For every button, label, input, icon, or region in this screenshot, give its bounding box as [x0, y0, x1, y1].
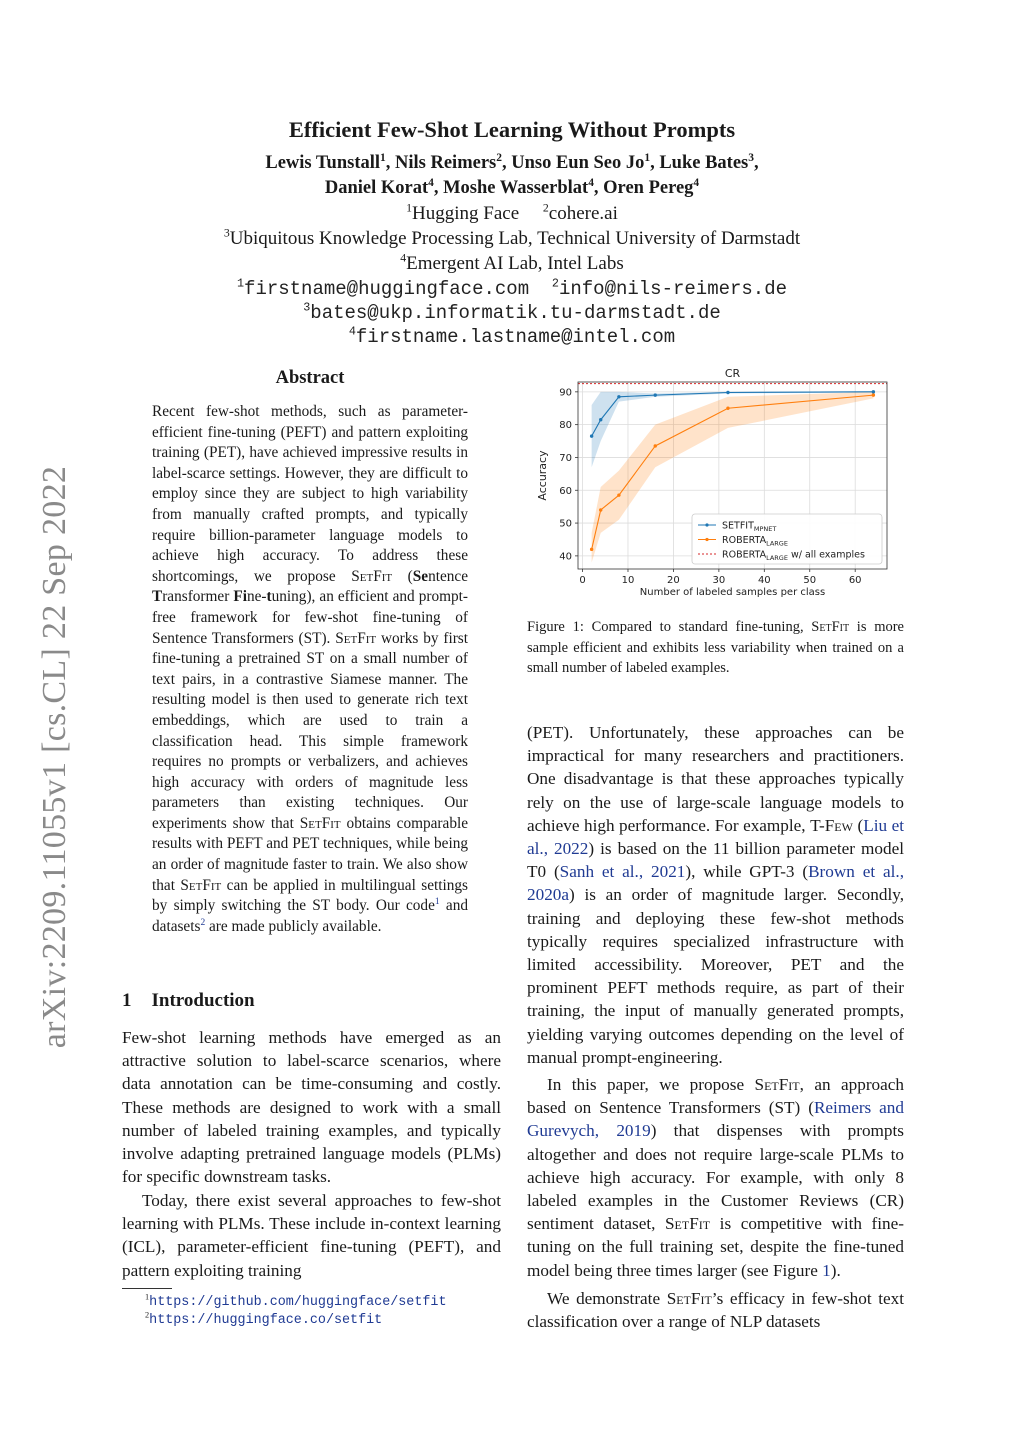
y-axis-label: Accuracy	[536, 450, 549, 501]
footnote-2-link[interactable]: https://huggingface.co/setfit	[149, 1313, 383, 1328]
data-point-0-3	[654, 393, 657, 396]
intro-paragraph-1: Few-shot learning methods have emerged as an attractive solution to label-scarce scenarios, where data annotation can be time-consuming and costly. These methods are designed to work with a small number of labeled training examples, and typically involve adapting pretrained language models (PLMs) for specific downstream tasks.	[122, 1028, 501, 1187]
x-tick-label: 50	[803, 575, 817, 586]
section-heading-introduction: 1 Introduction	[122, 990, 255, 1011]
data-point-0-5	[872, 390, 875, 393]
citation-reimers-2019[interactable]: Reimers and Gurevych, 2019	[527, 1098, 904, 1141]
intro-paragraph-2: Today, there exist several approaches to few-shot learning with PLMs. These include in-context learning (ICL), parameter-efficient fine-tuning (PEFT), and pattern exploiting training	[122, 1191, 501, 1280]
legend-marker-1	[705, 538, 708, 541]
email-intel: $^4$firstname.lastname@intel.com	[348, 324, 676, 348]
arxiv-side-stamp: arXiv:2209.11055v1 [cs.CL] 22 Sep 2022	[36, 465, 73, 1049]
right-paragraph-3: We demonstrate SetFit’s efficacy in few-shot text classification over a range of NLP datasets	[527, 1289, 904, 1332]
data-point-0-0	[590, 434, 593, 437]
x-tick-label: 30	[712, 575, 726, 586]
footnote-divider	[122, 1288, 172, 1289]
authors-line-2: Daniel Korat$^4$, Moshe Wasserblat$^4$, Oren Pereg$^4$	[324, 176, 700, 198]
abstract-heading: Abstract	[275, 368, 345, 388]
y-tick-label: 60	[559, 485, 572, 497]
y-tick-label: 50	[559, 518, 572, 530]
x-tick-label: 10	[621, 575, 635, 586]
emails-line-1: $^1$firstname@huggingface.com $^2$info@nils-reimers.de	[236, 276, 788, 300]
footnote-2: $^2$https://huggingface.co/setfit	[145, 1310, 383, 1328]
x-axis-label: Number of labeled samples per class	[639, 587, 826, 598]
data-point-1-3	[654, 444, 657, 447]
x-tick-label: 0	[579, 575, 586, 586]
data-point-0-4	[726, 391, 729, 394]
figure-1-caption: Figure 1: Compared to standard fine-tuning, SetFit is more sample efficient and exhibits less variability when trained on a small number of labeled examples.	[527, 619, 904, 676]
legend-label-1: $ROBERTA_{LARGE}$	[722, 535, 788, 548]
footnote-1: $^1$https://github.com/huggingface/setfit	[145, 1292, 447, 1310]
data-point-1-0	[590, 548, 593, 551]
footnote-1-link[interactable]: https://github.com/huggingface/setfit	[149, 1295, 447, 1310]
figure-1-chart	[527, 362, 904, 602]
right-paragraph-2: In this paper, we propose SetFit, an approach based on Sentence Transformers (ST) (Reimers and Gurevych, 2019) that dispenses with prompts altogether and does not require large-scale PLMs to achieve high accuracy. For example, with only 8 labeled examples in the Customer Reviews (CR) sentiment dataset, SetFit is competitive with fine-tuning on the full training set, despite the fine-tuned model being three times larger (see Figure 1).	[527, 1075, 904, 1280]
footnote-ref-2[interactable]: 2	[200, 917, 206, 928]
y-tick-label: 70	[559, 452, 572, 464]
y-tick-label: 90	[559, 387, 572, 399]
legend-label-2: $ROBERTA_{LARGE}$ w/ all examples	[722, 549, 865, 562]
legend-label-0: $SETFIT_{MPNET}$	[722, 520, 777, 533]
authors-line-1: Lewis Tunstall$^1$, Nils Reimers$^2$, Unso Eun Seo Jo$^1$, Luke Bates$^3$,	[265, 151, 759, 173]
data-point-1-1	[599, 508, 602, 511]
abstract-body: Recent few-shot methods, such as parameter-efficient fine-tuning (PEFT) and pattern exploiting training (PET), have achieved impressive results in label-scarce settings. However, they are difficult to employ since they are subject to high variability from manually crafted prompts, and typically require billion-parameter language models to achieve high accuracy. To address these shortcomings, we propose SetFit (Sentence Transformer Fine-tuning), an efficient and prompt-free framework for few-shot fine-tuning of Sentence Transformers (ST). SetFit works by first fine-tuning a pretrained ST on a small number of text pairs, in a contrastive Siamese manner. The resulting model is then used to generate rich text embeddings, which are used to train a classification head. This simple framework requires no prompts or verbalizers, and achieves high accuracy with orders of magnitude less parameters than existing techniques. Our experiments show that SetFit obtains comparable results with PEFT and PET techniques, while being an order of magnitude faster to train. We also show that SetFit can be applied in multilingual settings by simply switching the ST body. Our code$^1$ and datasets$^2$ are made publicly available.	[152, 403, 469, 935]
paper-title: Efficient Few-Shot Learning Without Prompts	[288, 117, 736, 142]
y-tick-label: 80	[559, 420, 572, 432]
chart-title: CR	[724, 367, 741, 380]
citation-sanh-2021[interactable]: Sanh et al., 2021	[559, 862, 686, 882]
data-point-1-2	[617, 493, 620, 496]
affiliation-intel: $^4$Emergent AI Lab, Intel Labs	[400, 251, 624, 274]
x-tick-label: 40	[757, 575, 771, 586]
figure-1-ref[interactable]: 1	[822, 1260, 831, 1280]
legend-marker-0	[705, 523, 708, 526]
citation-brown-2020a[interactable]: Brown et al., 2020a	[527, 862, 904, 905]
x-tick-label: 20	[667, 575, 680, 586]
data-point-1-4	[726, 407, 729, 410]
affiliations-line-1: $^1$Hugging Face $^2$cohere.ai	[406, 201, 618, 224]
email-ukp: $^3$bates@ukp.informatik.tu-darmstadt.de	[303, 300, 721, 324]
data-point-0-2	[617, 395, 620, 398]
data-point-0-1	[599, 418, 602, 421]
footnote-ref-1[interactable]: 1	[434, 897, 440, 908]
y-tick-label: 40	[559, 551, 572, 563]
data-point-1-5	[872, 393, 875, 396]
x-tick-label: 60	[848, 575, 862, 586]
right-paragraph-1: (PET). Unfortunately, these approaches can be impractical for many researchers and practitioners. One disadvantage is that these approaches typically rely on the use of large-scale language models to achieve high performance. For example, T-Few (Liu et al., 2022) is based on the 11 billion parameter model T0 (Sanh et al., 2021), while GPT-3 (Brown et al., 2020a) is an order of magnitude larger. Secondly, training and deploying these few-shot methods typically requires specialized infrastructure with limited accessibility. Moreover, PET and the prominent PEFT methods require, as part of their training, the input of manually generated prompts, yielding varying outcomes depending on the level of manual prompt-engineering.	[527, 723, 904, 1067]
affiliation-tu-darmstadt: $^3$Ubiquitous Knowledge Processing Lab, Technical University of Darmstadt	[223, 226, 801, 249]
citation-liu-2022[interactable]: Liu et al., 2022	[527, 815, 904, 859]
